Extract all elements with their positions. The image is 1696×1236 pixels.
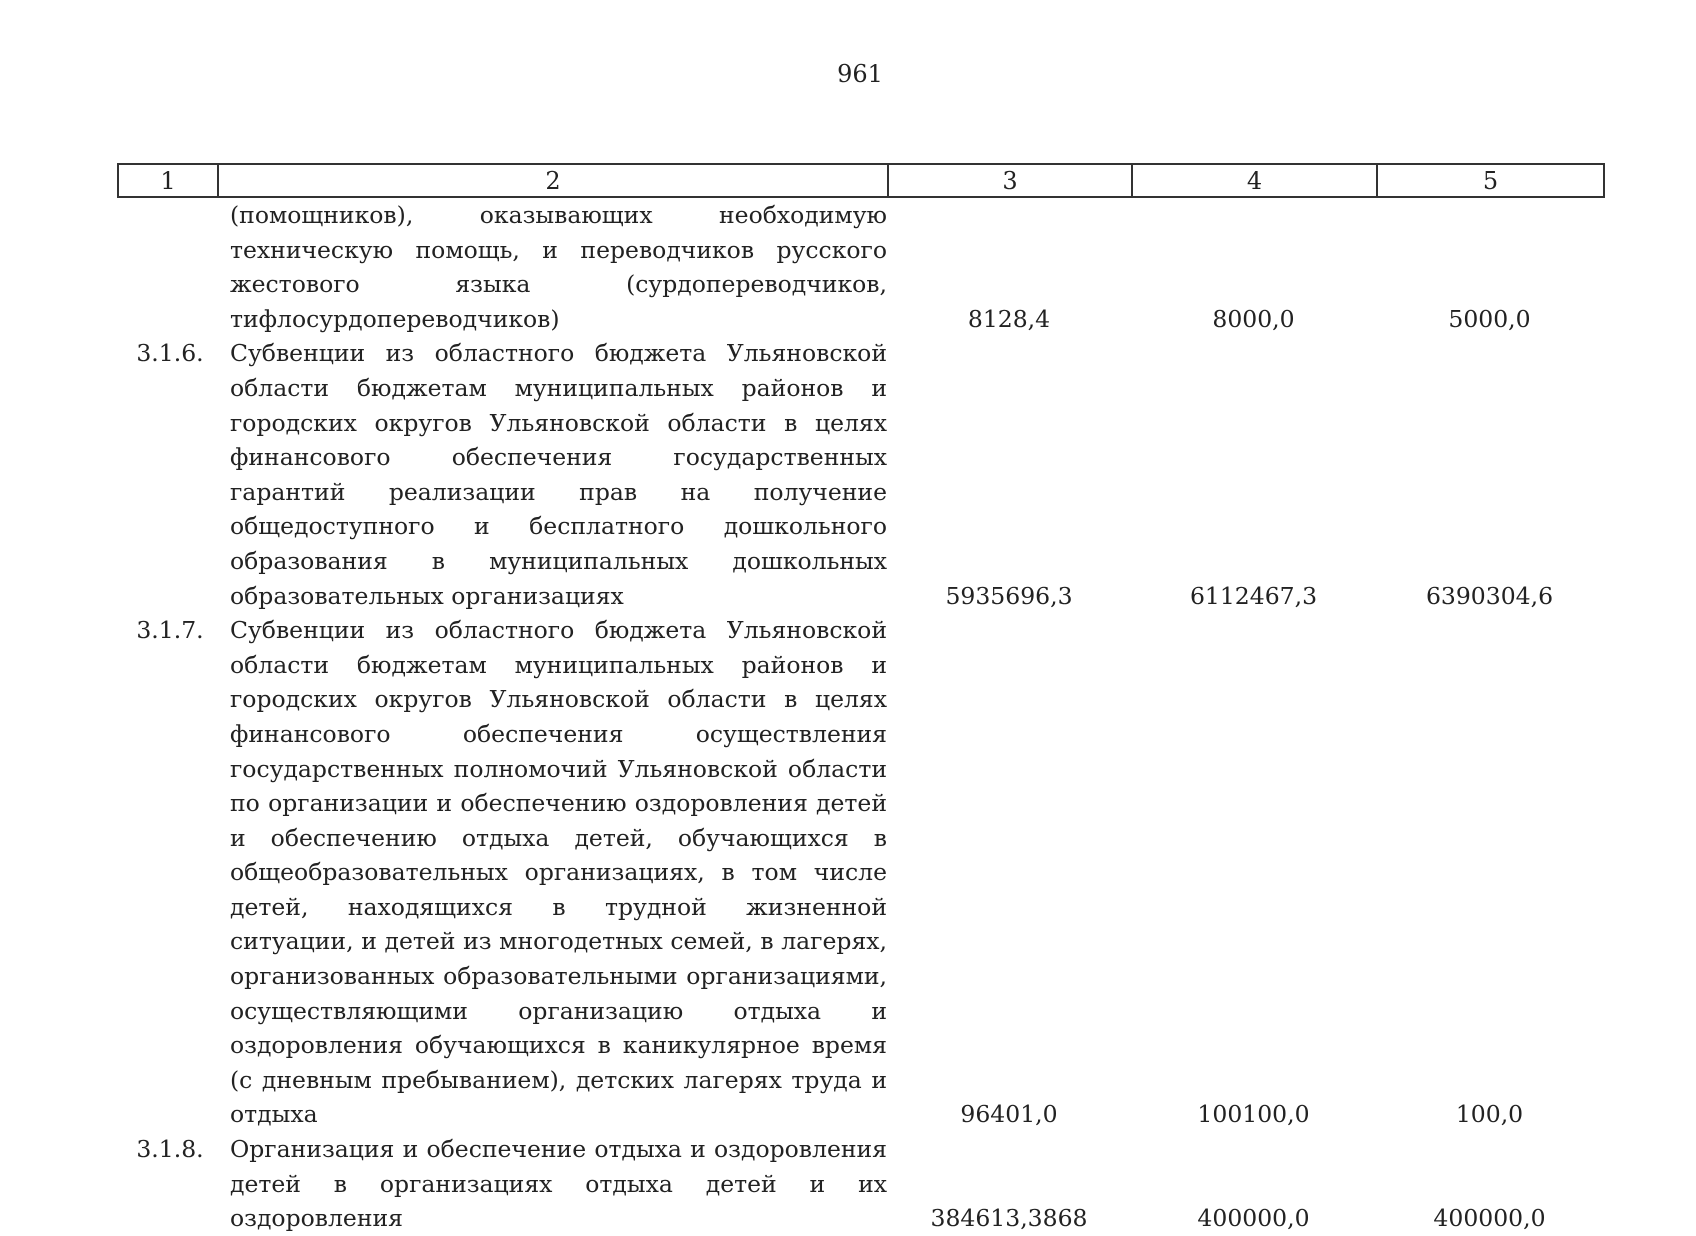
header-col-1: 1 <box>118 164 218 197</box>
row-description: (помощников), оказывающих необходимую техническую помощь, и переводчиков русского жестового языка (сурдопереводчиков, тифлосурдопереводчиков) <box>230 201 887 333</box>
row-number: 3.1.8. <box>136 1135 204 1164</box>
row-value-col5: 6390304,6 <box>1425 581 1554 610</box>
table-body <box>117 198 1603 1236</box>
row-value-col5: 5000,0 <box>1448 304 1531 333</box>
row-number: 3.1.6. <box>136 339 204 368</box>
header-col-5: 5 <box>1377 164 1604 197</box>
table-row <box>117 1132 1603 1236</box>
table-row <box>117 336 1603 613</box>
row-value-col4: 400000,0 <box>1197 1204 1310 1233</box>
row-description: Субвенции из областного бюджета Ульяновской области бюджетам муниципальных районов и городских округов Ульяновской области в целях финансового обеспечения осуществления государственных полномочий Ульяновской области по организации и обеспечению оздоровления детей и обеспечению отдыха детей, обучающихся в общеобразовательных организациях, в том числе детей, находящихся в трудной жизненной ситуации, и детей из многодетных семей, в лагерях, организованных образовательными организациями, осуществляющими организацию отдыха и оздоровления обучающихся в каникулярное время (с дневным пребыванием), детских лагерях труда и отдыха <box>230 616 887 1129</box>
row-value-col5: 400000,0 <box>1433 1204 1546 1233</box>
header-col-4: 4 <box>1132 164 1377 197</box>
row-value-col3: 8128,4 <box>967 304 1051 333</box>
row-value-col5: 100,0 <box>1455 1100 1524 1129</box>
row-value-col3: 5935696,3 <box>945 581 1073 610</box>
header-col-3: 3 <box>888 164 1132 197</box>
row-number <box>117 198 217 336</box>
row-value-col4: 6112467,3 <box>1189 581 1318 610</box>
header-col-2: 2 <box>218 164 888 197</box>
row-value-col4: 8000,0 <box>1212 304 1295 333</box>
row-description: Субвенции из областного бюджета Ульяновской области бюджетам муниципальных районов и городских округов Ульяновской области в целях финансового обеспечения государственных гарантий реализации прав на получение общедоступного и бесплатного дошкольного образования в муниципальных дошкольных образовательных организациях <box>230 339 887 610</box>
row-value-col4: 100100,0 <box>1197 1100 1310 1129</box>
row-value-col3: 384613,3868 <box>930 1204 1088 1233</box>
row-number: 3.1.7. <box>136 616 204 645</box>
table-header <box>117 163 1605 198</box>
table-row <box>117 198 1603 336</box>
row-value-col3: 96401,0 <box>960 1100 1058 1129</box>
page-number: 961 <box>837 60 883 88</box>
row-description: Организация и обеспечение отдыха и оздоровления детей в организациях отдыха детей и их оздоровления <box>230 1135 887 1233</box>
table-row <box>117 613 1603 1132</box>
